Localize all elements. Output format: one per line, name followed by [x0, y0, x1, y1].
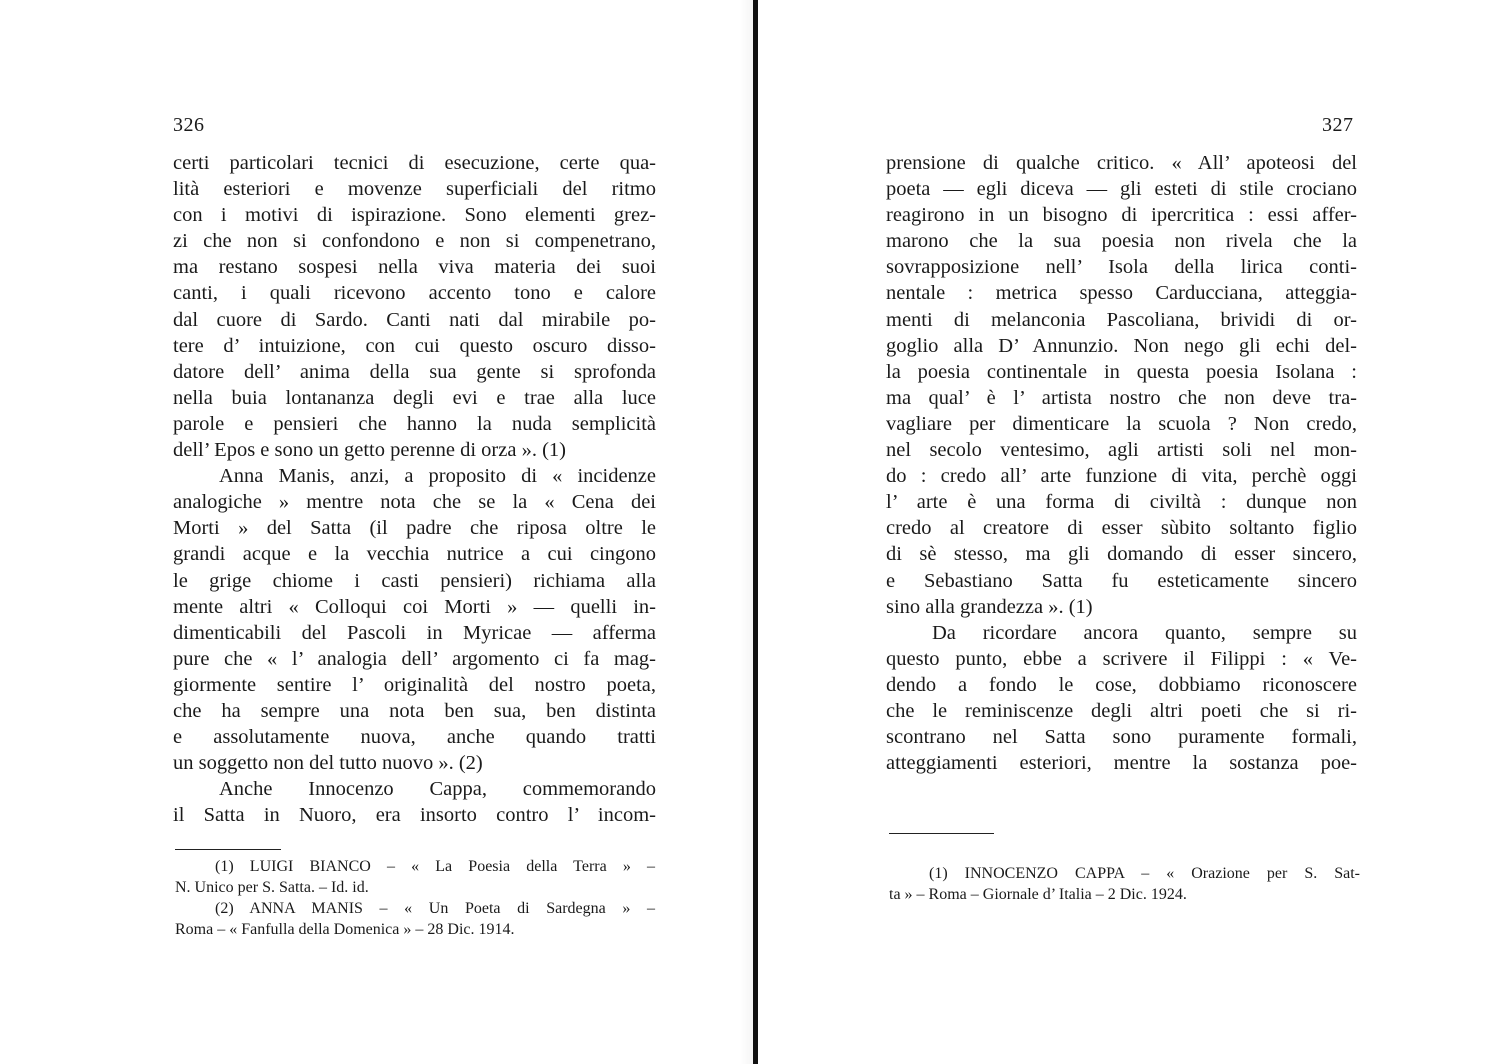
text-line: la poesia continentale in questa poesia Isolana : [886, 360, 1357, 383]
text-line: dimenticabili del Pascoli in Myricae — afferma [173, 621, 656, 644]
paragraph-start-line: Da ricordare ancora quanto, sempre su [932, 621, 1357, 644]
footnote-line: ta » – Roma – Giornale d’ Italia – 2 Dic. 1924. [889, 886, 1187, 903]
text-line: datore dell’ anima della sua gente si sprofonda [173, 360, 656, 383]
text-line: poeta — egli diceva — gli esteti di stile crociano [886, 178, 1357, 201]
left-page-body [173, 150, 656, 828]
text-line: e Sebastiano Satta fu esteticamente sincero [886, 569, 1357, 592]
text-line: mente altri « Colloqui coi Morti » — quelli in- [173, 595, 656, 618]
text-line: sovrapposizione nell’ Isola della lirica conti- [886, 256, 1357, 279]
page-number-right: 327 [1322, 114, 1354, 136]
footnote-line: (2) ANNA MANIS – « Un Poeta di Sardegna » – [215, 900, 655, 917]
text-line: nella buia lontananza degli evi e trae alla luce [173, 386, 656, 409]
text-line: tere d’ intuizione, con cui questo oscuro disso- [173, 334, 656, 357]
text-line: do : credo all’ arte funzione di vita, perchè oggi [886, 465, 1357, 488]
footnotes-left [175, 856, 655, 940]
text-line: goglio alla D’ Annunzio. Non nego gli echi del- [886, 334, 1357, 357]
text-line: credo al creatore di esser sùbito soltanto figlio [886, 517, 1357, 540]
footnotes-right [889, 863, 1360, 905]
text-line: menti di melanconia Pascoliana, brividi di or- [886, 308, 1357, 331]
text-line: le grige chiome i casti pensieri) richiama alla [173, 569, 656, 592]
text-line: l’ arte è una forma di civiltà : dunque non [886, 491, 1357, 514]
footnote-line: (1) LUIGI BIANCO – « La Poesia della Terra » – [215, 858, 655, 875]
text-line: zi che non si confondono e non si compenetrano, [173, 230, 656, 253]
text-line: analogiche » mentre nota che se la « Cena dei [173, 491, 656, 514]
text-line: che ha sempre una nota ben sua, ben distinta [173, 699, 656, 722]
text-line: giormente sentire l’ originalità del nostro poeta, [173, 673, 656, 696]
text-line: grandi acque e la vecchia nutrice a cui cingono [173, 543, 656, 566]
text-line: che le reminiscenze degli altri poeti che si ri- [886, 699, 1357, 722]
text-line: dell’ Epos e sono un getto perenne di orza ». (1) [173, 439, 566, 462]
book-gutter [753, 0, 758, 1064]
text-line: ma qual’ è l’ artista nostro che non deve tra- [886, 386, 1357, 409]
text-line: vagliare per dimenticare la scuola ? Non credo, [886, 412, 1357, 435]
text-line: certi particolari tecnici di esecuzione, certe qua- [173, 152, 656, 174]
text-line: reagirono in un bisogno di ipercritica : essi affer- [886, 204, 1357, 227]
footnote-line: Roma – « Fanfulla della Domenica » – 28 Dic. 1914. [175, 921, 515, 938]
text-line: scontrano nel Satta sono puramente formali, [886, 726, 1357, 749]
text-line: di sè stesso, ma gli domando di esser sincero, [886, 543, 1357, 566]
footnote-rule-left [175, 849, 281, 850]
paragraph-start-line: Anche Innocenzo Cappa, commemorando [219, 778, 656, 801]
text-line: prensione di qualche critico. « All’ apoteosi del [886, 152, 1357, 174]
text-line: un soggetto non del tutto nuovo ». (2) [173, 752, 483, 775]
text-line: e assolutamente nuova, anche quando tratti [173, 726, 656, 749]
text-line: lità esteriori e movenze superficiali del ritmo [173, 178, 656, 201]
text-line: parole e pensieri che hanno la nuda semplicità [173, 412, 656, 435]
text-line: sino alla grandezza ». (1) [886, 595, 1093, 618]
text-line: atteggiamenti esteriori, mentre la sostanza poe- [886, 752, 1357, 775]
footnote-rule-right [889, 833, 994, 834]
gutter-shadow [740, 0, 753, 1064]
text-line: dal cuore di Sardo. Canti nati dal mirabile po- [173, 308, 656, 331]
text-line: dendo a fondo le cose, dobbiamo riconoscere [886, 673, 1357, 696]
text-line: Morti » del Satta (il padre che riposa oltre le [173, 517, 656, 540]
text-line: questo punto, ebbe a scrivere il Filippi : « Ve- [886, 647, 1357, 670]
text-line: ma restano sospesi nella viva materia dei suoi [173, 256, 656, 279]
text-line: nentale : metrica spesso Carducciana, atteggia- [886, 282, 1357, 305]
page-number-left: 326 [173, 114, 205, 136]
footnote-line: N. Unico per S. Satta. – Id. id. [175, 879, 369, 896]
text-line: pure che « l’ analogia dell’ argomento ci fa mag- [173, 647, 656, 670]
text-line: canti, i quali ricevono accento tono e calore [173, 282, 656, 305]
text-line: il Satta in Nuoro, era insorto contro l’ incom- [173, 804, 656, 827]
right-page-body [886, 150, 1357, 776]
paragraph-start-line: Anna Manis, anzi, a proposito di « incidenze [219, 465, 656, 488]
footnote-line: (1) INNOCENZO CAPPA – « Orazione per S. Sat- [929, 865, 1360, 882]
text-line: marono che la sua poesia non rivela che la [886, 230, 1357, 253]
text-line: nel secolo ventesimo, agli artisti soli nel mon- [886, 439, 1357, 462]
text-line: con i motivi di ispirazione. Sono elementi grez- [173, 204, 656, 227]
